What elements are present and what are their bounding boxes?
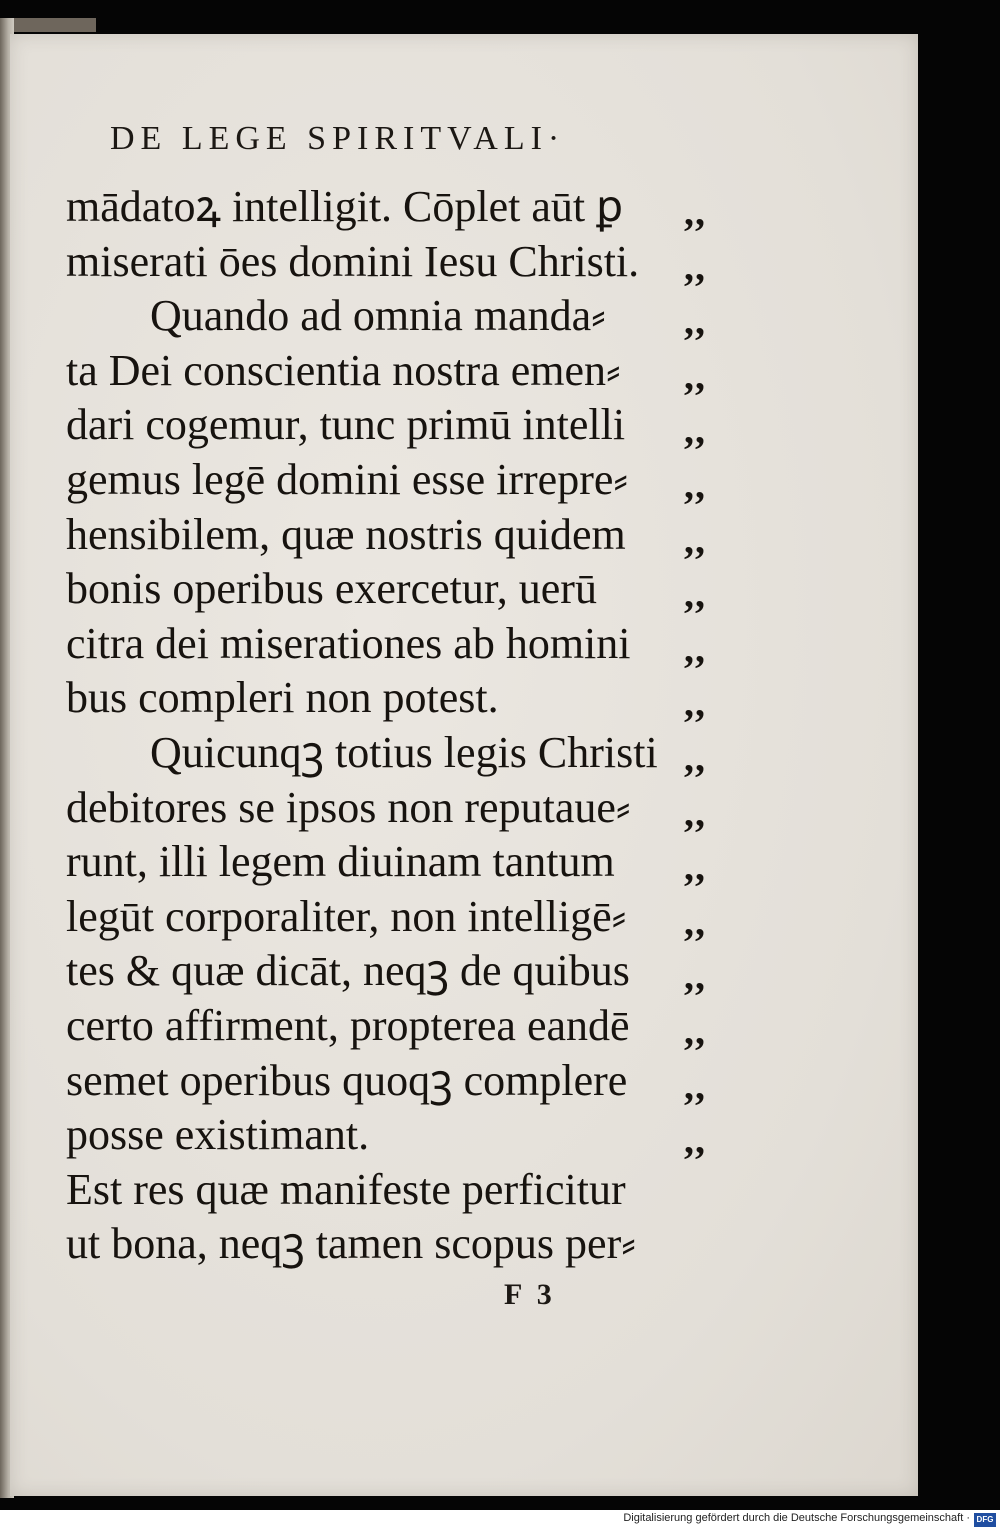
quote-mark: ,, <box>684 625 706 671</box>
text-line: gemus legē domini esse irrepre⸗ <box>66 454 629 504</box>
text-line: Quando ad omnia manda⸗ <box>150 291 606 341</box>
text-line: hensibilem, quæ nostris quidem <box>66 509 626 559</box>
text-line: Quicunqꝫ totius legis Christi <box>150 727 658 777</box>
quote-mark: ,, <box>684 734 706 780</box>
text-line: runt, illi legem diuinam tantum <box>66 837 615 887</box>
quote-mark: ,, <box>684 407 706 453</box>
quote-mark: ,, <box>684 352 706 398</box>
quote-mark: ,, <box>684 953 706 999</box>
quote-mark: ,, <box>684 243 706 289</box>
running-header: DE LEGE SPIRITVALI· <box>110 120 566 157</box>
text-line: ta Dei conscientia nostra emen⸗ <box>66 345 621 395</box>
text-line: bonis operibus exercetur, uerū <box>66 564 597 614</box>
quote-mark: ,, <box>684 516 706 562</box>
quote-mark: ,, <box>684 844 706 890</box>
quote-mark: ,, <box>684 189 706 234</box>
text-line: certo affirment, propterea eandē <box>66 1000 630 1050</box>
text-line: Est res quæ manifeste perficitur <box>66 1164 626 1214</box>
quote-mark: ,, <box>684 461 706 507</box>
body-text <box>66 180 686 1272</box>
quote-mark: ,, <box>684 898 706 944</box>
text-line: miserati ōes domini Iesu Christi. <box>66 236 640 286</box>
text-line: tes & quæ dicāt, neqꝫ de quibus <box>66 946 630 996</box>
quote-mark: ,, <box>684 571 706 617</box>
marginal-quote-marks <box>684 180 744 1163</box>
footer-bar <box>0 1510 1000 1531</box>
text-line: semet operibus quoqꝫ complere <box>66 1055 628 1105</box>
funding-credit: Digitalisierung gefördert durch die Deutsche Forschungsgemeinschaft · <box>623 1512 970 1524</box>
signature-mark: F 3 <box>504 1278 556 1311</box>
text-line: debitores se ipsos non reputaue⸗ <box>66 782 631 832</box>
quote-mark: ,, <box>684 298 706 344</box>
dfg-logo: DFG <box>974 1513 996 1527</box>
quote-mark: ,, <box>684 680 706 726</box>
quote-mark: ,, <box>684 1062 706 1108</box>
text-line: bus compleri non potest. <box>66 673 499 723</box>
text-line: dari cogemur, tunc primū intelli <box>66 400 626 450</box>
text-line: citra dei miserationes ab homini <box>66 618 631 668</box>
text-line: legūt corporaliter, non intelligē⸗ <box>66 891 627 941</box>
quote-mark: ,, <box>684 789 706 835</box>
text-line: posse existimant. <box>66 1110 370 1160</box>
book-edge-top <box>0 18 96 32</box>
text-line: ut bona, neqꝫ tamen scopus per⸗ <box>66 1219 636 1269</box>
text-line: mādatoꝝ intelligit. Cōplet aūt ꝑ <box>66 182 624 231</box>
quote-mark: ,, <box>684 1007 706 1053</box>
quote-mark: ,, <box>684 1117 706 1163</box>
